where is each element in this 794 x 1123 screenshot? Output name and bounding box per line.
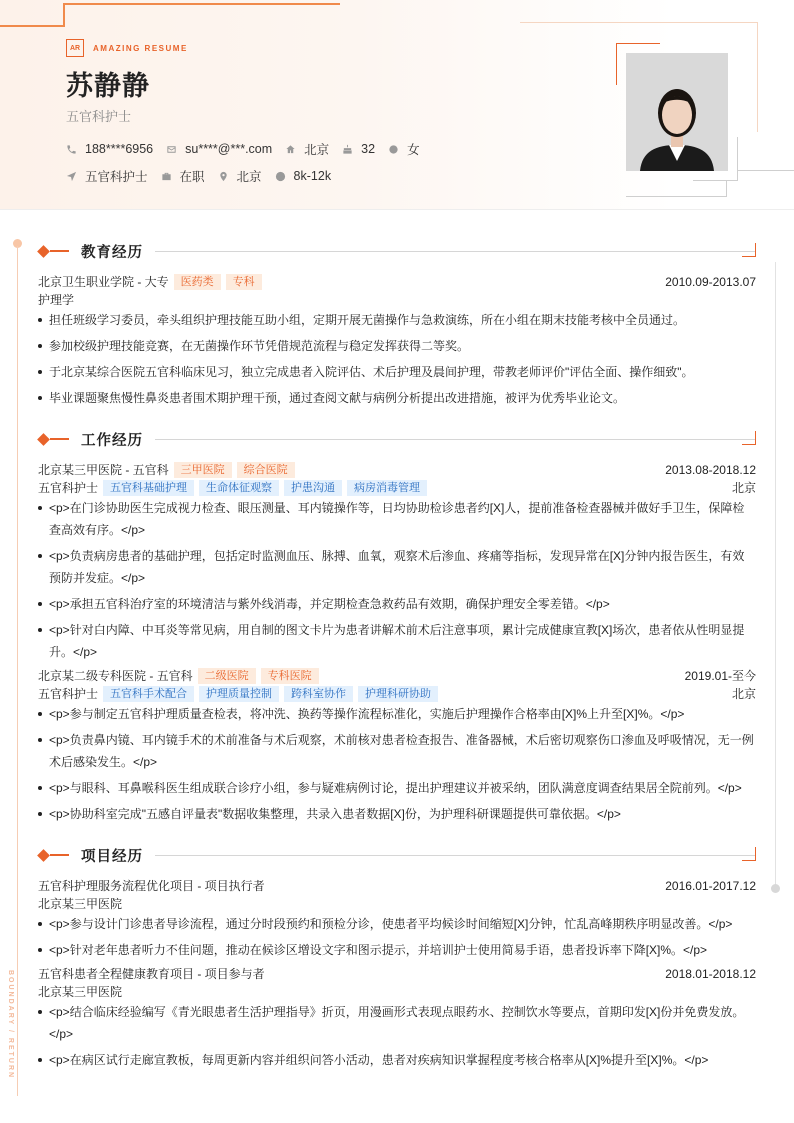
header-decor-line xyxy=(63,3,340,5)
header-corner-h xyxy=(0,25,64,27)
photo-decor-line xyxy=(737,137,738,181)
diamond-icon xyxy=(37,433,50,446)
skill-tag: 五官科手术配合 xyxy=(103,686,194,702)
role-name: 五官科护士 xyxy=(38,687,99,701)
contact-row xyxy=(66,140,433,158)
header-decor-right-vline xyxy=(757,22,758,132)
employer-name: 北京某二级专科医院 - 五官科 xyxy=(38,669,193,683)
entry-period: 2013.08-2018.12 xyxy=(665,462,756,477)
position-value: 五官科护士 xyxy=(85,170,148,184)
skill-tag: 病房消毒管理 xyxy=(347,480,427,496)
skill-tag: 生命体征观察 xyxy=(199,480,279,496)
money-icon xyxy=(275,171,286,182)
major-name: 护理学 xyxy=(38,293,75,307)
info-email xyxy=(166,142,272,156)
list-item: <p>针对白内障、中耳炎等常见病，用自制的图文卡片为患者讲解术前术后注意事项，累计完成健康宣教[X]场次，患者依从性明显提升。</p> xyxy=(38,619,756,663)
work-entry-header xyxy=(38,461,756,478)
heading-corner xyxy=(742,431,756,445)
home-value: 北京 xyxy=(304,143,330,157)
side-vertical-text: BOUNDARY / RETURN xyxy=(7,970,14,1080)
work-entry-role xyxy=(38,685,756,702)
info-city xyxy=(218,167,262,185)
info-home xyxy=(285,140,329,158)
heading-rule xyxy=(155,251,756,252)
heading-corner xyxy=(742,847,756,861)
heading-dash xyxy=(50,250,69,252)
tag-badge: 三甲医院 xyxy=(174,462,232,478)
entry-period: 2010.09-2013.07 xyxy=(665,274,756,289)
project-name: 五官科护理服务流程优化项目 - 项目执行者 xyxy=(38,879,265,893)
info-gender xyxy=(388,140,420,158)
candidate-title: 五官科护士 xyxy=(66,109,132,124)
list-item: <p>参与制定五官科护理质量查检表，将冲洗、换药等操作流程标准化，实施后护理操作合格率由[X]%上升至[X]%。</p> xyxy=(38,703,756,725)
right-rail-dot xyxy=(771,884,780,893)
resume-header xyxy=(0,0,794,210)
entry-city: 北京 xyxy=(731,481,756,495)
project-entry-header xyxy=(38,965,756,982)
list-item: <p>在门诊协助医生完成视力检查、眼压测量、耳内镜操作等，日均协助检诊患者约[X]人，提前准备检查器械并做好手卫生，保障检查高效有序。</p> xyxy=(38,497,756,541)
heading-dash xyxy=(50,854,69,856)
photo-decor-line xyxy=(693,180,738,181)
photo-decor-line xyxy=(737,170,794,171)
info-phone xyxy=(66,142,153,156)
location-icon xyxy=(218,171,229,182)
mail-icon xyxy=(166,144,177,155)
salary-value: 8k-12k xyxy=(293,169,332,183)
profile-photo xyxy=(626,53,728,171)
home-icon xyxy=(285,144,296,155)
tag-badge: 专科 xyxy=(226,274,262,290)
list-item: <p>与眼科、耳鼻喉科医生组成联合诊疗小组，参与疑难病例讨论，提出护理建议并被采纳，团队满意度调查结果居全院前列。</p> xyxy=(38,777,756,799)
photo-decor-line xyxy=(626,196,726,197)
entry-period: 2019.01-至今 xyxy=(684,669,756,683)
entry-period: 2016.01-2017.12 xyxy=(665,878,756,893)
list-item: 担任班级学习委员，牵头组织护理技能互助小组，定期开展无菌操作与急救演练，所在小组在期末技能考核中全员通过。 xyxy=(38,309,756,331)
list-item: <p>承担五官科治疗室的环境清洁与紫外线消毒，并定期检查急救药品有效期，确保护理安全零差错。</p> xyxy=(38,593,756,615)
candidate-name: 苏静静 xyxy=(66,71,150,101)
education-major xyxy=(38,291,756,308)
section-title: 教育经历 xyxy=(81,244,143,261)
skill-tag: 五官科基础护理 xyxy=(103,480,194,496)
list-item: <p>在病区试行走廊宣教板，每周更新内容并组织问答小活动，患者对疾病知识掌握程度考核合格率从[X]%提升至[X]%。</p> xyxy=(38,1049,756,1071)
list-item: <p>负责病房患者的基础护理，包括定时监测血压、脉搏、血氧，观察术后渗血、疼痛等指标，发现异常在[X]分钟内报告医生，有效预防并发症。</p> xyxy=(38,545,756,589)
right-rail xyxy=(775,262,776,888)
tag-badge: 二级医院 xyxy=(198,668,256,684)
skill-tag: 护患沟通 xyxy=(284,480,342,496)
list-item: 参加校级护理技能竞赛，在无菌操作环节凭借规范流程与稳定发挥获得二等奖。 xyxy=(38,335,756,357)
age-value: 32 xyxy=(361,142,376,156)
list-item: 毕业课题聚焦慢性鼻炎患者围术期护理干预，通过查阅文献与病例分析提出改进措施，被评为优秀毕业论文。 xyxy=(38,387,756,409)
diamond-icon xyxy=(37,245,50,258)
heading-corner xyxy=(742,243,756,257)
status-value: 在职 xyxy=(179,170,205,184)
entry-period: 2018.01-2018.12 xyxy=(665,966,756,981)
project-entry-header xyxy=(38,877,756,894)
role-name: 五官科护士 xyxy=(38,481,99,495)
list-item: <p>协助科室完成"五感自评量表"数据收集整理，共录入患者数据[X]份，为护理科研课题提供可靠依据。</p> xyxy=(38,803,756,825)
gender-value: 女 xyxy=(407,143,420,157)
work-entry-role xyxy=(38,479,756,496)
tag-badge: 综合医院 xyxy=(237,462,295,478)
tag-badge: 专科医院 xyxy=(261,668,319,684)
list-item: 于北京某综合医院五官科临床见习，独立完成患者入院评估、术后护理及晨间护理，带教老师评价"评估全面、操作细致"。 xyxy=(38,361,756,383)
section-education-heading xyxy=(38,241,756,261)
brand-logo-mark: AR xyxy=(66,39,84,57)
section-title: 工作经历 xyxy=(81,432,143,449)
work-entry-header xyxy=(38,667,756,684)
cake-icon xyxy=(342,144,353,155)
briefcase-icon xyxy=(161,171,172,182)
employer-name: 北京某三甲医院 - 五官科 xyxy=(38,463,169,477)
gender-icon xyxy=(388,144,399,155)
school-name: 北京卫生职业学院 - 大专 xyxy=(38,275,169,289)
info-status xyxy=(161,167,205,185)
info-age xyxy=(342,142,375,156)
info-position xyxy=(66,167,148,185)
phone-icon xyxy=(66,144,77,155)
timeline-rail xyxy=(17,246,18,1096)
education-entry-header xyxy=(38,273,756,290)
job-intent-row xyxy=(66,167,344,185)
skill-tag: 护理科研协助 xyxy=(358,686,438,702)
photo-decor-line xyxy=(726,180,727,197)
person-portrait-icon xyxy=(626,53,728,171)
section-work-heading xyxy=(38,429,756,449)
entry-city: 北京 xyxy=(731,687,756,701)
header-corner-v xyxy=(63,3,65,27)
city-value: 北京 xyxy=(236,170,262,184)
brand-logo-text: AMAZING RESUME xyxy=(93,43,188,53)
list-item: <p>参与设计门诊患者导诊流程，通过分时段预约和预检分诊，使患者平均候诊时间缩短[X]分钟，忙乱高峰期秩序明显改善。</p> xyxy=(38,913,756,935)
project-org xyxy=(38,983,756,1000)
info-salary xyxy=(275,169,332,183)
list-item: <p>针对老年患者听力不佳问题，推动在候诊区增设文字和图示提示，并培训护士使用简易手语，患者投诉率下降[X]%。</p> xyxy=(38,939,756,961)
heading-rule xyxy=(155,439,756,440)
project-name: 五官科患者全程健康教育项目 - 项目参与者 xyxy=(38,967,265,981)
list-item: <p>负责鼻内镜、耳内镜手术的术前准备与术后观察，术前核对患者检查报告、准备器械，术后密切观察伤口渗血及呼吸情况，无一例术后感染发生。</p> xyxy=(38,729,756,773)
brand-logo xyxy=(66,39,188,57)
project-org-name: 北京某三甲医院 xyxy=(38,985,123,999)
header-decor-right-line xyxy=(520,22,758,23)
heading-dash xyxy=(50,438,69,440)
diamond-icon xyxy=(37,849,50,862)
list-item: <p>结合临床经验编写《青光眼患者生活护理指导》折页，用漫画形式表现点眼药水、控制饮水等要点，首期印发[X]份并免费发放。</p> xyxy=(38,1001,756,1045)
phone-value: 188****6956 xyxy=(85,142,154,156)
project-org-name: 北京某三甲医院 xyxy=(38,897,123,911)
email-value: su****@***.com xyxy=(185,142,273,156)
photo-frame-corner xyxy=(616,43,660,44)
heading-rule xyxy=(155,855,756,856)
photo-frame-corner-v xyxy=(616,43,617,85)
section-title: 项目经历 xyxy=(81,848,143,865)
project-org xyxy=(38,895,756,912)
skill-tag: 护理质量控制 xyxy=(199,686,279,702)
section-projects-heading xyxy=(38,845,756,865)
send-icon xyxy=(66,171,77,182)
skill-tag: 跨科室协作 xyxy=(284,686,353,702)
tag-badge: 医药类 xyxy=(174,274,221,290)
